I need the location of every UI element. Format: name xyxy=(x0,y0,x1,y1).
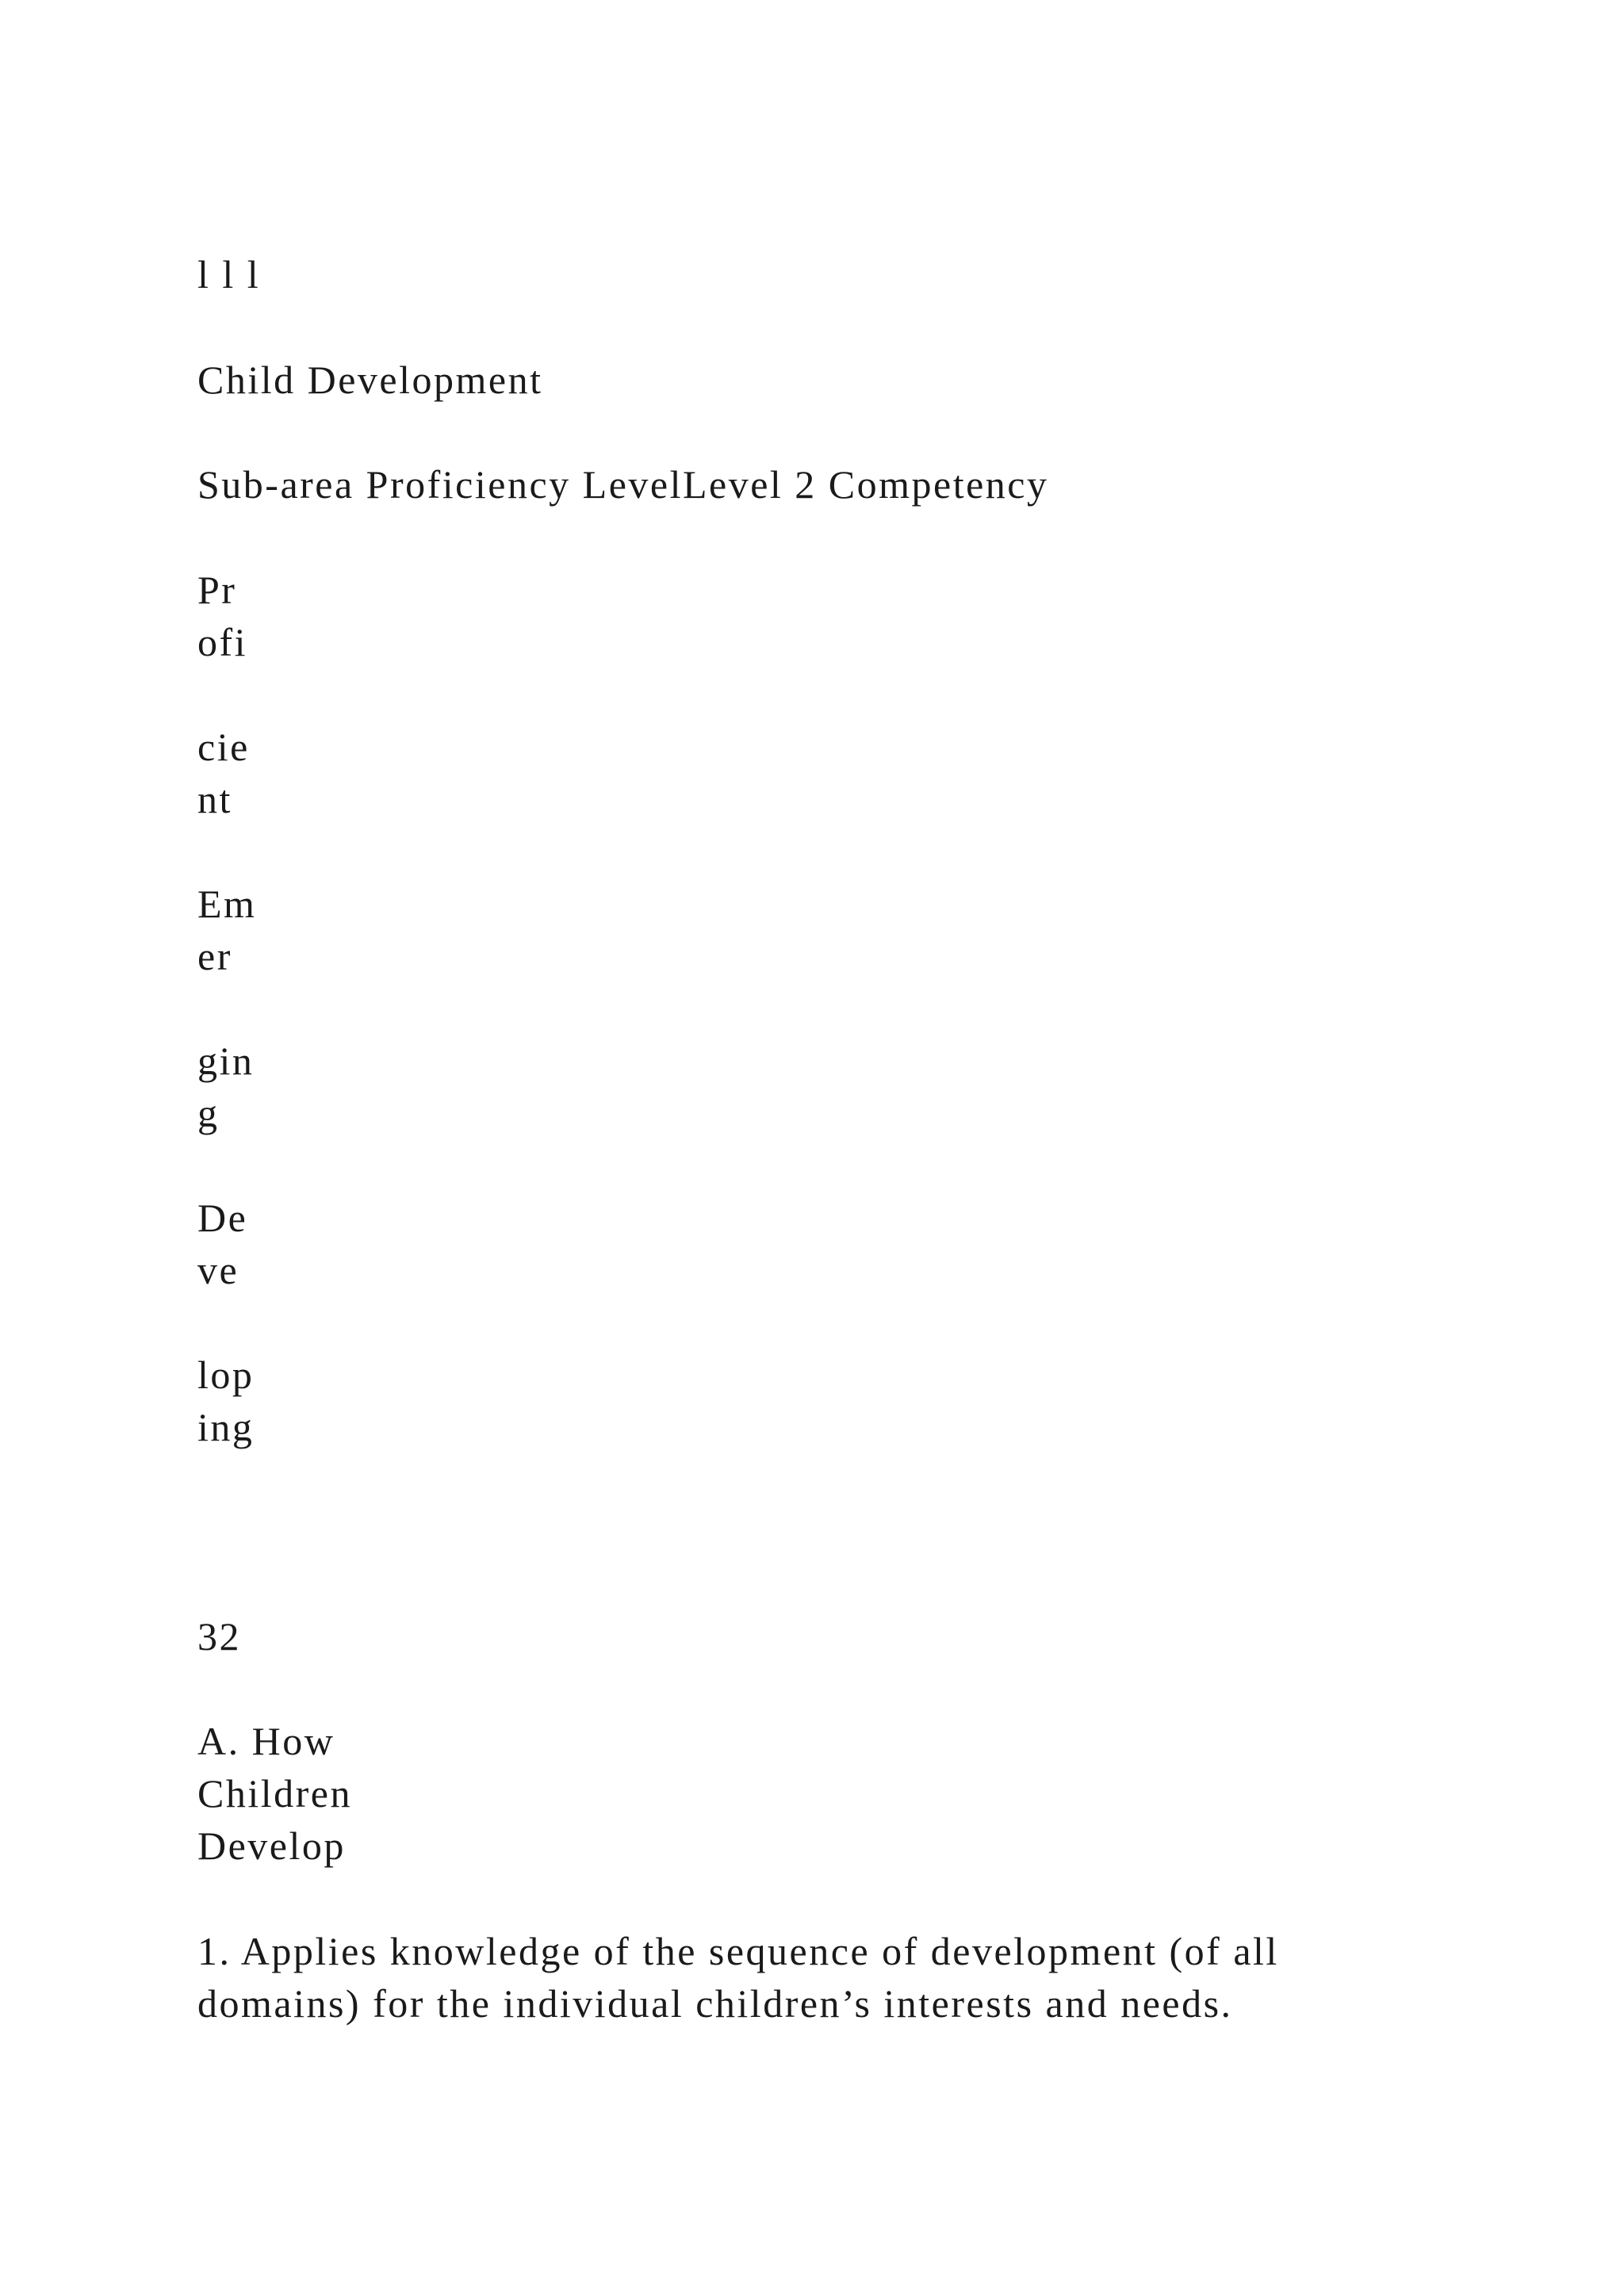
fragment-line: er xyxy=(197,934,232,978)
fragment-line: nt xyxy=(197,777,232,821)
fragment-line: lop xyxy=(197,1353,255,1397)
fragment-line: Pr xyxy=(197,568,237,612)
sub-area-line: A. How xyxy=(197,1719,335,1763)
fragment-line: ve xyxy=(197,1248,239,1292)
table-header: Sub-area Proficiency LevelLevel 2 Competency xyxy=(197,462,1049,507)
competency-line: 1. Applies knowledge of the sequence of development (of all xyxy=(197,1929,1279,1973)
proficiency-level-fragment xyxy=(197,564,247,668)
fragment-line: g xyxy=(197,1091,220,1135)
page-number: 32 xyxy=(197,1614,241,1659)
proficiency-level-fragment xyxy=(197,1035,254,1139)
sub-area-line: Develop xyxy=(197,1823,346,1868)
fragment-line: De xyxy=(197,1196,248,1240)
competency-line: domains) for the individual children’s interests and needs. xyxy=(197,1981,1233,2026)
proficiency-level-fragment xyxy=(197,1349,254,1453)
proficiency-level-fragment xyxy=(197,721,250,825)
document-title: Child Development xyxy=(197,358,543,402)
fragment-line: cie xyxy=(197,725,250,769)
sub-area-label xyxy=(197,1715,352,1872)
sub-area-line: Children xyxy=(197,1771,352,1816)
proficiency-level-fragment xyxy=(197,1192,247,1296)
header-code: l l l xyxy=(197,252,261,297)
fragment-line: ing xyxy=(197,1405,255,1449)
competency-text xyxy=(197,1925,1279,2030)
proficiency-level-fragment xyxy=(197,878,256,982)
fragment-line: ofi xyxy=(197,620,248,664)
fragment-line: Em xyxy=(197,882,257,926)
fragment-line: gin xyxy=(197,1039,255,1083)
